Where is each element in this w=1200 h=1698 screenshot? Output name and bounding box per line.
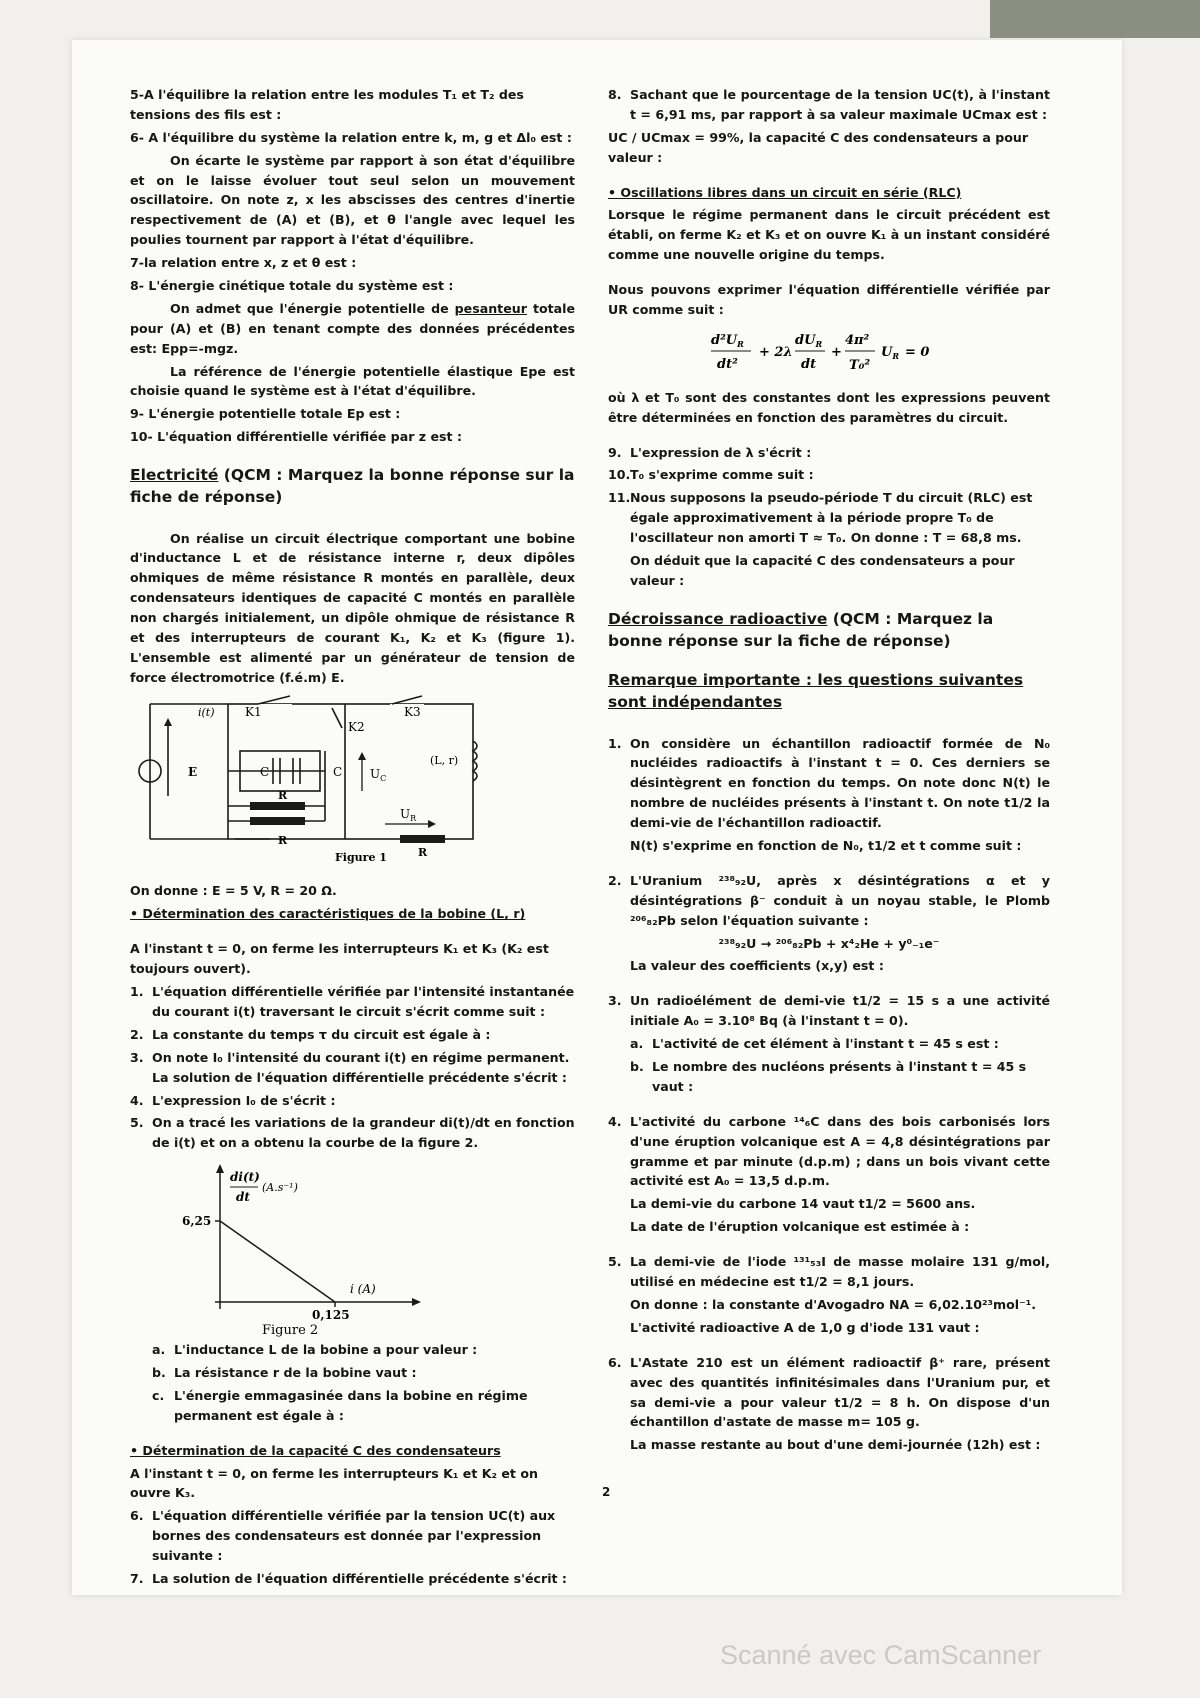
coil-question-5: 5. On a tracé les variations de la grandeur di(t)/dt en fonction de i(t) et on a obtenu la courbe de la figure 2. — [130, 1115, 575, 1151]
left-column — [130, 85, 575, 1592]
coil-label: (L, r) — [430, 753, 459, 767]
svg-text:4π²: 4π² — [845, 332, 870, 348]
radioactivity-heading: Décroissance radioactive (QCM : Marquez la bonne réponse sur la fiche de réponse) — [608, 609, 994, 650]
coil-question-1: 1. L'équation différentielle vérifiée par l'intensité instantanée du courant i(t) traversant le circuit s'écrit comme suit : — [130, 984, 575, 1019]
y-axis-label-num: di(t) — [230, 1170, 260, 1185]
question-7: 7-la relation entre x, z et θ est : — [130, 255, 357, 271]
radio-question-5-end: L'activité radioactive A de 1,0 g d'iode 131 vaut : — [630, 1319, 980, 1335]
svg-text:d²UR: $d^2U_R$ — [711, 332, 744, 349]
current-label: i(t) — [198, 705, 215, 719]
radio-question-4: 4. L'activité du carbone ¹⁴₆C dans des bois carbonisés lors d'une éruption volcanique est A = 4,8 désintégrations par gramme et par minute (d.p.m) ; dans un bois vivant cette activité est A₀ = 13,5 d.p.m. — [608, 1113, 1050, 1189]
coil-intro: A l'instant t = 0, on ferme les interrupteurs K₁ et K₃ (K₂ est toujours ouvert). — [130, 941, 549, 977]
radio-question-4-end: La date de l'éruption volcanique est estimée à : — [630, 1219, 970, 1235]
svg-text:+ 2λ: + 2λ — [759, 344, 793, 360]
capacitor-section-heading: • Détermination de la capacité C des condensateurs — [130, 1442, 501, 1458]
coil-question-c: c. L'énergie emmagasinée dans la bobine en régime permanent est égale à : — [152, 1387, 528, 1423]
oscillation-intro: On écarte le système par rapport à son état d'équilibre et on le laisse évoluer tout seul selon un mouvement oscillatoire. On note z, x les abscisses des centres d'inertie respectivement de (A) et (B), et θ l'angle avec lequel les poulies tournent par rapport à l'état d'équilibre. — [130, 152, 575, 248]
radio-question-1-end: N(t) s'exprime en fonction de N₀, t1/2 et t comme suit : — [630, 838, 1022, 854]
capacitor-question-6: 6. L'équation différentielle vérifiée par la tension UC(t) aux bornes des condensateurs est donnée par l'expression suivante : — [130, 1508, 556, 1564]
rlc-question-10: 10. T₀ s'exprime comme suit : — [608, 467, 814, 483]
coil-question-4: 4. L'expression I₀ de s'écrit : — [130, 1092, 336, 1108]
rlc-question-11-end: On déduit que la capacité C des condensateurs a pour valeur : — [630, 553, 1015, 588]
important-remark: Remarque importante : les questions suivantes sont indépendantes — [608, 671, 1024, 711]
elastic-reference: La référence de l'énergie potentielle élastique Epe est choisie quand le système est à l'état d'équilibre. — [130, 363, 575, 399]
y-tick-label: 6,25 — [182, 1214, 212, 1229]
coil-question-b: b. La résistance r de la bobine vaut : — [152, 1365, 417, 1380]
capacitor-label-right: C — [333, 764, 343, 779]
capacitor-intro: A l'instant t = 0, on ferme les interrupteurs K₁ et K₂ et on ouvre K₃. — [130, 1465, 538, 1501]
rlc-differential-equation — [608, 326, 1050, 382]
capacitor-label-left: C — [260, 764, 270, 779]
y-axis-label-den: dt — [236, 1190, 250, 1205]
radio-question-1: 1. On considère un échantillon radioactif formée de N₀ nucléides radioactifs à l'instant t = 0. Ces derniers se désintègrent en fonction du temps. On note donc N(t) le nombre de nucléides présents à l'instant t. On note t1/2 la demi-vie de l'échantillon radioactif. — [608, 735, 1050, 831]
question-10: 10- L'équation différentielle vérifiée par z est : — [130, 429, 462, 445]
radio-question-2-end: La valeur des coefficients (x,y) est : — [630, 958, 884, 974]
svg-text:= 0: = 0 — [905, 344, 930, 360]
ur-label: $U_R$ — [400, 806, 417, 823]
coil-question-2: 2. La constante du temps τ du circuit est égale à : — [130, 1026, 491, 1042]
uc-label: $U_C$ — [370, 766, 387, 783]
figure-2-caption: Figure 2 — [262, 1323, 319, 1339]
resistor-top-label: R — [278, 788, 288, 802]
electricity-heading: Electricité (QCM : Marquez la bonne réponse sur la fiche de réponse) — [130, 466, 575, 506]
radio-question-6: 6. L'Astate 210 est un élément radioactif β⁺ rare, présent avec des quantités infinitésimales dans l'Uranium pur, et sa demi-vie a pour valeur t1/2 = 8 h. On dispose d'un échantillon d'astate de masse m= 105 g. — [608, 1354, 1050, 1430]
rlc-intro: Lorsque le régime permanent dans le circuit précédent est établi, on ferme K₂ et K₃ et on ouvre K₁ à un instant considéré comme une nouvelle origine du temps. — [608, 207, 1050, 263]
svg-text:+: + — [831, 344, 842, 360]
coil-question-3: 3. On note I₀ l'intensité du courant i(t) en régime permanent. La solution de l'équation différentielle précédente s'écrit : — [130, 1049, 570, 1085]
switch-k2-label: K2 — [348, 719, 365, 734]
capacitor-question-8: 8. Sachant que le pourcentage de la tension UC(t), à l'instant t = 6,91 ms, par rapport à sa valeur maximale UCmax est : — [608, 87, 1050, 122]
rlc-constants: où λ et T₀ sont des constantes dont les expressions peuvent être déterminées en fonction des paramètres du circuit. — [608, 389, 1050, 425]
y-axis-unit: (A.s⁻¹) — [262, 1181, 298, 1195]
camscanner-watermark: Scanné avec CamScanner — [720, 1640, 1042, 1670]
question-6: 6- A l'équilibre du système la relation entre k, m, g et Δl₀ est : — [130, 129, 572, 145]
rlc-section-heading: • Oscillations libres dans un circuit en série (RLC) — [608, 184, 962, 200]
question-5: 5-A l'équilibre la relation entre les modules T₁ et T₂ des tensions des fils est : — [130, 87, 524, 122]
radio-question-6-end: La masse restante au bout d'une demi-journée (12h) est : — [630, 1437, 1041, 1453]
rlc-question-11: 11. Nous supposons la pseudo-période T du circuit (RLC) est égale approximativement à la période propre T₀ de l'oscillateur non amorti T ≈ T₀. On donne : T = 68,8 ms. — [608, 490, 1033, 546]
svg-text:T₀²: T₀² — [849, 357, 871, 373]
x-axis-label: i (A) — [350, 1282, 376, 1297]
voltage-ratio: UC / UCmax = 99%, la capacité C des condensateurs a pour valeur : — [608, 129, 1029, 165]
switch-k3-label: K3 — [404, 704, 421, 719]
electricity-intro: On réalise un circuit électrique comportant une bobine d'inductance L et de résistance interne r, deux dipôles ohmiques de même résistance R montés en parallèle, deux condensateurs identiques de capacité C montés en parallèle non chargés initialement, un dipôle ohmique de résistance R et des interrupteurs de courant K₁, K₂ et K₃ (figure 1). L'ensemble est alimenté par un générateur de tension de force électromotrice (f.é.m) E. — [130, 530, 575, 685]
graph-figure-2 — [182, 1159, 575, 1340]
svg-text:UR: $U_R$ — [881, 344, 899, 361]
generator-label: E — [188, 764, 198, 779]
radio-question-3b: b. Le nombre des nucléons présents à l'instant t = 45 s vaut : — [630, 1059, 1027, 1094]
given-values: On donne : E = 5 V, R = 20 Ω. — [130, 882, 337, 898]
svg-text:dt: dt — [801, 356, 817, 372]
question-8: 8- L'énergie cinétique totale du système est : — [130, 278, 454, 294]
rlc-question-9: 9. L'expression de λ s'écrit : — [608, 444, 812, 460]
radio-question-2: 2. L'Uranium ²³⁸₉₂U, après x désintégrations α et y désintégrations β⁻ conduit à un noyau stable, le Plomb ²⁰⁶₈₂Pb selon l'équation suivante : — [608, 872, 1050, 928]
radio-question-2-equation: ²³⁸₉₂U → ²⁰⁶₈₂Pb + x⁴₂He + y⁰₋₁e⁻ — [718, 935, 940, 951]
rlc-equation-intro: Nous pouvons exprimer l'équation différentielle vérifiée par UR comme suit : — [608, 282, 1050, 318]
scan-background-corner — [990, 0, 1200, 38]
svg-text:dt²: dt² — [717, 356, 738, 372]
resistor-bottom-label: R — [278, 833, 288, 847]
question-9: 9- L'énergie potentielle totale Ep est : — [130, 406, 401, 422]
coil-question-a: a. L'inductance L de la bobine a pour valeur : — [152, 1342, 478, 1358]
right-column — [608, 85, 1050, 1458]
resistor-series-label: R — [418, 845, 428, 859]
coil-section-heading: • Détermination des caractéristiques de la bobine (L, r) — [130, 906, 526, 922]
pesanteur-text: On admet que l'énergie potentielle de pesanteur totale pour (A) et (B) en tenant compte des données précédentes est: Epp=-mgz. — [130, 300, 575, 356]
page-number: 2 — [602, 1485, 611, 1499]
radio-question-5: 5. La demi-vie de l'iode ¹³¹₅₃I de masse molaire 131 g/mol, utilisé en médecine est t1/2 = 8,1 jours. — [608, 1254, 1050, 1290]
circuit-figure-1 — [130, 696, 575, 877]
radio-question-3a: a. L'activité de cet élément à l'instant t = 45 s est : — [630, 1036, 999, 1052]
capacitor-question-7: 7. La solution de l'équation différentielle précédente s'écrit : — [130, 1571, 567, 1587]
figure-1-caption: Figure 1 — [335, 850, 387, 864]
x-tick-label: 0,125 — [312, 1308, 350, 1323]
radio-question-5-given: On donne : la constante d'Avogadro NA = 6,02.10²³mol⁻¹. — [630, 1296, 1037, 1312]
switch-k1-label: K1 — [245, 704, 262, 719]
svg-text:dUR: $dU_R$ — [795, 332, 823, 349]
radio-question-3: 3. Un radioélément de demi-vie t1/2 = 15 s a une activité initiale A₀ = 3.10⁸ Bq (à l'instant t = 0). — [608, 993, 1050, 1029]
radio-question-4-half-life: La demi-vie du carbone 14 vaut t1/2 = 5600 ans. — [630, 1196, 976, 1212]
